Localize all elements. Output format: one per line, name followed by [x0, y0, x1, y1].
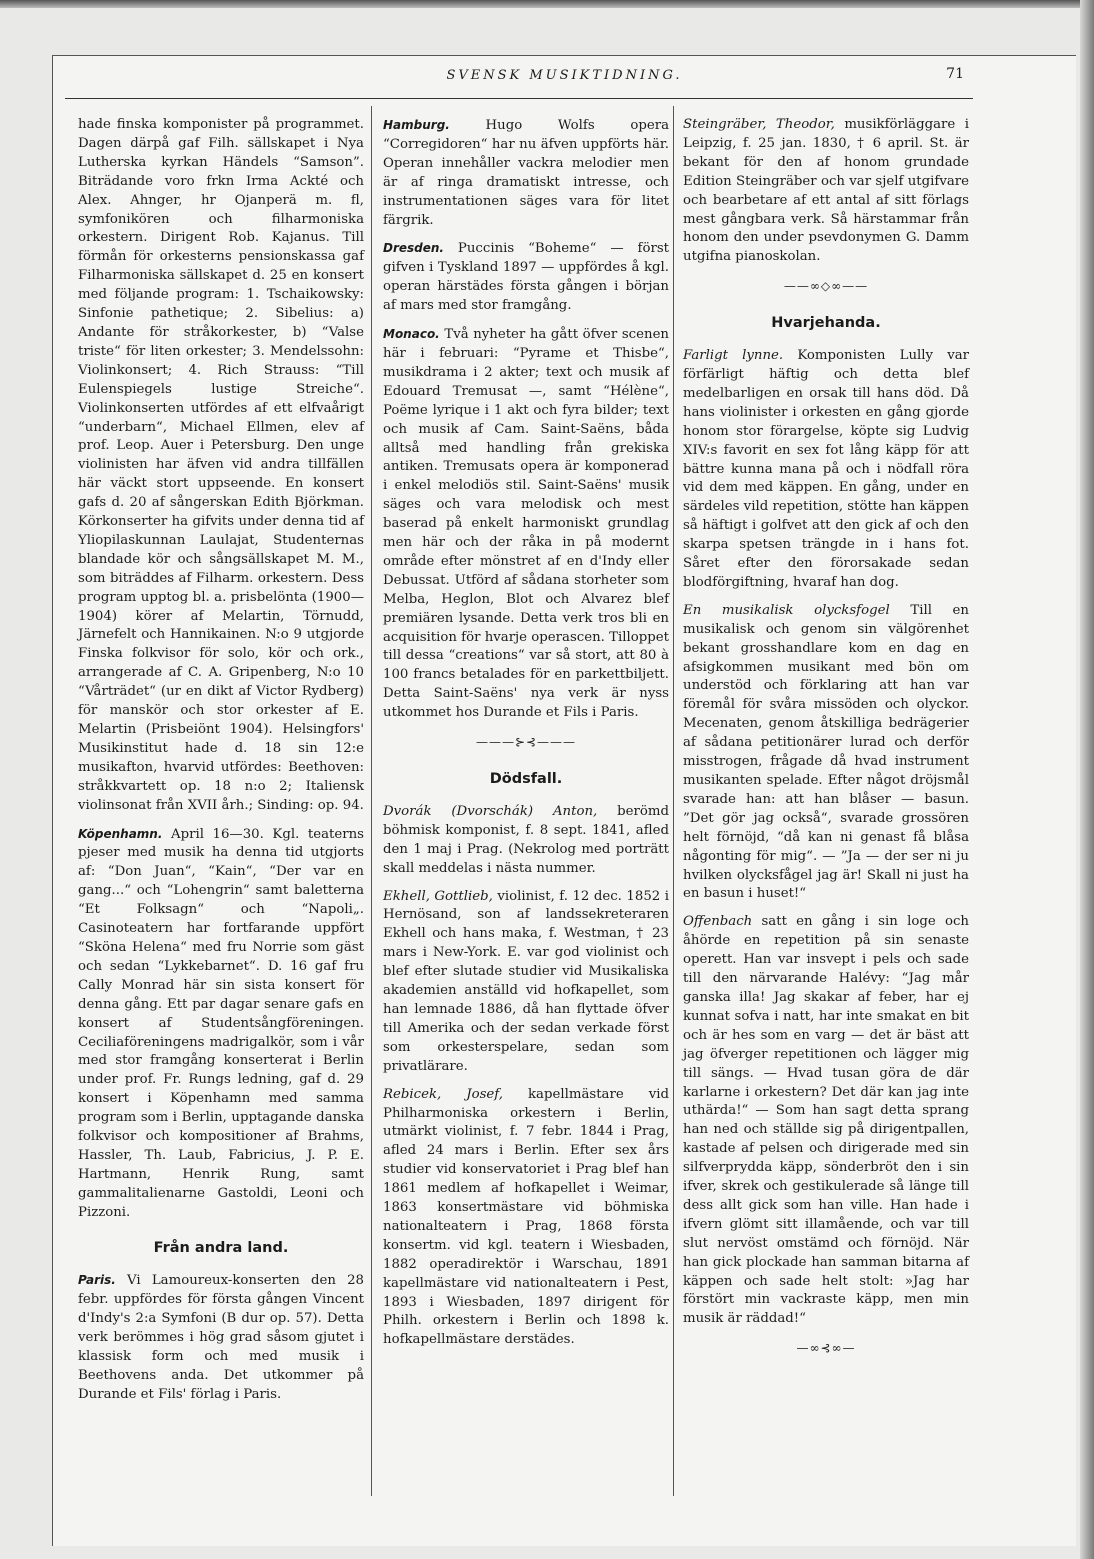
place-name: Monaco.	[383, 327, 440, 342]
journal-page	[52, 55, 1076, 1546]
paragraph-text: April 16—30. Kgl. teaterns pjeser med musik ha denna tid utgjorts af: “Don Juan“, “Kain“, “Der var en gang...“ och “Lohengrin“ samt baletterna “Et Folksagn“ och “Napoli„. Casinoteatern har fortfarande uppfört “Sköna Helena“ med fru Norrie som gäst och sedan “Lykkebarnet“. D. 16 gaf fru Cally Monrad här sin sista konsert för denna gång. Ett par dagar senare gafs en konsert af Studentsångföreningen. Ceciliaföreningens madrigalkör, som i vår med stor framgång konserterat i Berlin under prof. Fr. Rungs ledning, gaf d. 29 konsert i Köpenhamn med samma program som i Berlin, upptagande danska folkvisor och kompositioner af Brahms, Hassler, Th. Laub, Fabricius, J. P. E. Hartmann, Henrik Rung, samt gammalitalienarne Gastoldi, Leoni och Pizzoni.	[78, 826, 364, 1220]
paragraph-text: Puccinis “Boheme“ — först gifven i Tyskland 1897 — uppfördes å kgl. operan härstädes första gången i början af mars med stor framgång.	[383, 241, 669, 314]
column-3	[683, 116, 969, 1376]
kopenhamn-paragraph	[78, 825, 364, 1223]
paris-paragraph	[78, 1271, 364, 1404]
section-heading-fran-andra-land: Från andra land.	[153, 1239, 289, 1256]
person-name: Ekhell, Gottlieb,	[383, 888, 493, 904]
paragraph-text: Två nyheter ha gått öfver scenen här i februari: “Pyrame et Thisbe“, musikdrama i 2 akter; text och musik af Edouard Tremusat —, samt “Hélène“, Poëme lyrique i 1 akt och fyra bilder; text och musik af Cam. Saint-Saëns, båda alltså med handling från grekiska antiken. Tremusats opera är komponerad i enkel melodiös stil. Saint-Saëns' musik säges och vara melodisk och mest baserad på enkelt harmoniskt grundlag men här och der råka in på modernt område efter mönstret af en d'Indy eller Debussat. Utförd af sådana storheter som Melba, Heglon, Blot och Alvarez blef premiären lysande. Detta verk tros bli en acquisition för hvarje operascen. Tilloppet till dessa “creations“ var så stort, att 80 à 100 francs betalades för en parkettbiljett. Detta Saint-Saëns' nya verk är nyss utkommet hos Durande et Fils i Paris.	[383, 327, 669, 721]
dresden-paragraph	[383, 239, 669, 316]
obituary-rebicek	[383, 1086, 669, 1351]
paragraph-text: violinist, f. 12 dec. 1852 i Hernösand, son af landssekreteraren Ekhell och hans maka, f. Westman, † 23 mars i New-York. E. var god violinist och blef efter slutade studier vid Musikaliska akademien anställd vid hofkapellet, som han lemnade 1886, då han flyttade öfver till Amerika och der sedan verkade först som orkesterspelare, sedan som privatlärare.	[383, 888, 669, 1074]
header-rule	[65, 98, 973, 99]
ornament-end: —∞⊰∞—	[796, 1341, 856, 1356]
hamburg-paragraph	[383, 116, 669, 230]
scan-right-edge	[1080, 0, 1094, 1559]
anecdote-offenbach	[683, 913, 969, 1329]
paragraph-text: Till en musikalisk och genom sin välgörenhet bekant grosshandlare kom en dag en afsigkommen musikant med bön om understöd och förklaring att han var föremål för svåra missöden och olyckor. Mecenaten, genom åtskilliga bedrägerier af sådana petitionärer lurad och derför misstrogen, frågade då hvad instrument musikanten spelade. Efter något dröjsmål svarade han: att han blåser — basun. ”Det gör jag också“, svarade grossören helt förnöjd, “då kan ni genast få blåsa någonting för mig“. — ”Ja — der ser ni ju hvilken olycksfågel jag är! Skall ni just ha en basun i huset!“	[683, 602, 969, 902]
helsingfors-paragraph: hade finska komponister på programmet. Dagen därpå gaf Filh. sällskapet i Nya Lutherska kyrkan Händels “Samson”. Biträdande voro frkn Irma Ackté och Alex. Ahnger, hr Ojanperä m. fl, symfonikören och filharmoniska orkestern. Dirigent Rob. Kajanus. Till förmån för orkesterns pensionskassa gaf Filharmoniska sällskapet d. 25 en konsert med följande program: 1. Tschaikowsky: Sinfonie pathetique; 2. Sibelius: a) Andante för stråkorkester, b) “Valse triste“ för liten orkester; 3. Mendelssohn: Violinkonsert; 4. Rich Strauss: “Till Eulenspiegels lustige Streiche“. Violinkonserten utfördes af ett elfvaårigt “underbarn“, Michael Ellmen, elev af prof. Leop. Auer i Petersburg. Den unge violinisten har äfven vid andra tillfällen här väckt stort uppseende. En konsert gafs d. 20 af sångerskan Edith Björkman. Körkonserter ha gifvits under denna tid af Yliopilaskunnan Laulajat, Studenternas blandade kör och sångsällskapet M. M., som biträddes af Filharm. orkestern. Dess program upptog bl. a. prisbelönta (1900—1904) körer af Melartin, Törnudd, Järnefelt och Hannikainen. N:o 9 utgjorde Finska folkvisor för solo, kör och ork., arrangerade af C. A. Gripenberg, N:o 10 “Vårträdet“ (ur en dikt af Victor Rydberg) för manskör och stor orkester af E. Melartin (Prisbeiönt 1904). Helsingfors' Musikinstitut hade d. 18 sin 12:e musikafton, hvarvid utfördes: Beethoven: stråkkvartett op. 18 n:o 2; Italiensk violinsonat från XVII årh.; Sinding: op. 94.	[78, 117, 364, 813]
paragraph-text: berömd böhmisk komponist, f. 8 sept. 1841, afled den 1 maj i Prag. (Nekrolog med porträtt skall meddelas i nästa nummer.	[383, 803, 669, 876]
paragraph-text: musikförläggare i Leipzig, f. 25 jan. 1830, † 6 april. St. är bekant för den af honom grundade Edition Steingräber och var sjelf utgifvare och bearbetare af ett antal af sitt förlags mest gångbara verk. Så härstammar från honom den under psevdonymen G. Damm utgifna pianoskolan.	[683, 117, 969, 265]
place-name: Dresden.	[383, 241, 444, 256]
obituary-steingraber	[683, 116, 969, 267]
column-divider-1	[371, 106, 372, 1496]
column-1	[78, 116, 364, 1414]
page-header	[53, 68, 1076, 92]
anecdote-olycksfogel	[683, 602, 969, 905]
monaco-paragraph	[383, 325, 669, 723]
paragraph-text: Vi Lamoureux-konserten den 28 febr. uppfördes för första gången Vincent d'Indy's 2:a Symfoni (B dur op. 57). Detta verk berömmes i hög grad såsom gjutet i klassisk form och med musik i Beethovens anda. Det utkommer på Durande et Fils' förlag i Paris.	[78, 1273, 364, 1402]
paragraph-text: Hugo Wolfs opera “Corregidoren“ har nu äfven uppförts här. Operan innehåller vackra melodier men är af ringa dramatiskt intresse, och instrumentationen säges vara för litet färgrik.	[383, 118, 669, 228]
place-name: Hamburg.	[383, 118, 450, 132]
section-heading-hvarjehanda: Hvarjehanda.	[771, 315, 881, 332]
person-name: Steingräber, Theodor,	[683, 117, 835, 132]
journal-title: SVENSK MUSIKTIDNING.	[446, 68, 683, 83]
anecdote-lully	[683, 347, 969, 593]
person-name: Dvorák (Dvorschák) Anton,	[383, 803, 598, 819]
section-heading-dodsfall: Dödsfall.	[489, 771, 563, 787]
place-name: Köpenhamn.	[78, 826, 163, 841]
person-name: Rebicek, Josef,	[383, 1086, 503, 1102]
paragraph-text: satt en gång i sin loge och åhörde en repetition på sin senaste operett. Han var insvept i pels och sade till den närvarande Halévy: “Jag mår ganska illa! Jag skakar af feber, har ej kunnat sofva i natt, har inte smakat en bit och är hes som en varg — det är bäst att jag öfverger repetitionen och lägger mig till sängs. — Hvad tusan göra de där karlarne i orkestern? Det där kan jag inte uthärda!“ — Som han sagt detta sprang han ned och ställde sig på dirigentpallen, kastade af pelsen och dirigerade med sin silfverprydda käpp, sönderbröt den i sin ifver, skrek och gestikulerade så länge till dess allt gick som han ville. Han hade i ifvern glömt sitt illamående, och var till slut nervöst omstämd och förnöjd. När han gick plockade han samman bitarna af käppen och sade helt stolt: »Jag har förstört min vackraste käpp, men min musik är räddad!“	[683, 914, 969, 1327]
column-2	[383, 116, 669, 1359]
obituary-ekhell	[383, 888, 669, 1077]
anecdote-title: Farligt lynne.	[683, 348, 784, 364]
column-divider-2	[673, 106, 674, 1496]
scan-top-border	[0, 0, 1094, 8]
ornament-divider: ———⊱⊰———	[475, 735, 577, 750]
paragraph-text: kapellmästare vid Philharmoniska orkestern i Berlin, utmärkt violinist, f. 7 febr. 1844 i Prag, afled 24 mars i Berlin. Efter sex års studier vid konservatoriet i Prag blef han 1861 medlem af hofkapellet i Weimar, 1863 konsertmästare vid böhmiska nationalteatern i Prag, 1868 första konsertm. vid kgl. teatern i Wiesbaden, 1882 operadirektör i Warschau, 1891 kapellmästare vid nationalteatern i Pest, 1893 i Wiesbaden, 1897 dirigent för Philh. orkestern i Berlin och 1898 k. hofkapellmästare derstädes.	[383, 1086, 669, 1348]
place-name: Paris.	[78, 1273, 116, 1288]
page-number: 71	[946, 66, 964, 82]
anecdote-title: En musikalisk olycksfogel	[683, 602, 890, 618]
anecdote-title: Offenbach	[683, 914, 753, 930]
paragraph-text: Komponisten Lully var förfärligt häftig och detta blef medelbarligen en orsak till hans död. Då hans violinister i orkesten en gång gjorde honom stor förargelse, köpte sig Ludvig XIV:s favorit en sex fot lång käpp för att bättre kunna mana på och i nödfall röra vid dem med käppen. En gång, under en särdeles vild repetition, stötte han käppen så häftigt i golfvet att den gick af och den skarpa spetsen trängde in i hans fot. Såret efter den förorsakade sedan blodförgiftning, hvaraf han dog.	[683, 348, 970, 590]
obituary-dvorak	[383, 803, 669, 879]
ornament-divider: ——∞◇∞——	[783, 279, 869, 294]
